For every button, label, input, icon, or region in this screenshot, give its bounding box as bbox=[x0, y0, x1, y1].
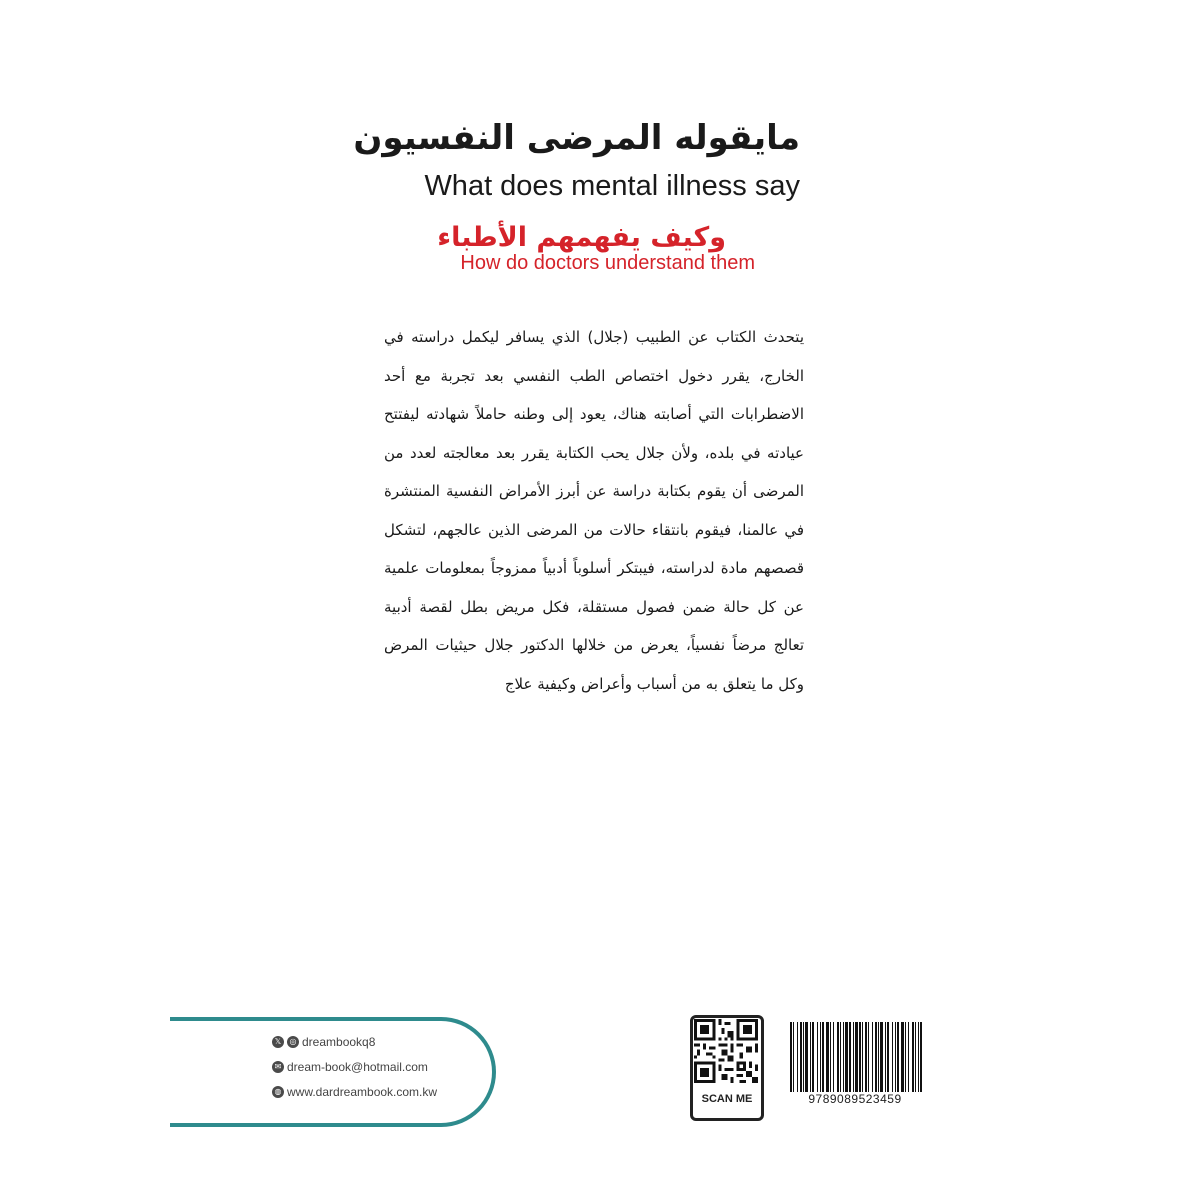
x-icon: 𝕏 bbox=[272, 1036, 284, 1048]
isbn-barcode bbox=[790, 1022, 922, 1092]
contact-social-row bbox=[272, 1035, 375, 1049]
contact-email-row bbox=[272, 1060, 428, 1074]
title-arabic: مايقوله المرضى النفسيون bbox=[353, 118, 800, 158]
book-blurb: يتحدث الكتاب عن الطبيب (جلال) الذي يسافر ليكمل دراسته في الخارج، يقرر دخول اختصاص الطب النفسي بعد تجربة مع أحد الاضطرابات التي أصابته هناك، يعود إلى وطنه حاملاً شهادته ليفتتح عيادته في بلده، ولأن جلال يحب الكتابة يقرر بعد معالجته لعدد من المرضى أن يقوم بكتابة دراسة عن أبرز الأمراض النفسية المنتشرة في عالمنا، فيقوم بانتقاء حالات من المرضى الذين عالجهم، لتشكل قصصهم مادة لدراسته، فيبتكر أسلوباً أدبياً ممزوجاً بمعلومات علمية عن كل حالة ضمن فصول مستقلة، فكل مريض بطل لقصة أدبية تعالج مرضاً نفسياً، يعرض من خلالها الدكتور جلال حيثيات المرض وكل ما يتعلق به من أسباب وأعراض وكيفية علاج bbox=[384, 328, 804, 693]
subtitle-arabic: وكيف يفهمهم الأطباء bbox=[437, 222, 726, 253]
email-icon: ✉ bbox=[272, 1061, 284, 1073]
isbn-number: 9789089523459 bbox=[808, 1092, 902, 1106]
title-english: What does mental illness say bbox=[424, 170, 800, 202]
globe-icon: ◍ bbox=[272, 1086, 284, 1098]
instagram-icon: ◎ bbox=[287, 1036, 299, 1048]
scan-me-label: SCAN ME bbox=[701, 1093, 753, 1105]
contact-website: www.dardreambook.com.kw bbox=[287, 1085, 438, 1099]
contact-social: dreambookq8 bbox=[302, 1035, 376, 1049]
subtitle-english: How do doctors understand them bbox=[460, 252, 755, 274]
contact-email: dream-book@hotmail.com bbox=[287, 1060, 428, 1074]
contact-website-row bbox=[272, 1085, 437, 1099]
qr-code bbox=[694, 1019, 758, 1083]
